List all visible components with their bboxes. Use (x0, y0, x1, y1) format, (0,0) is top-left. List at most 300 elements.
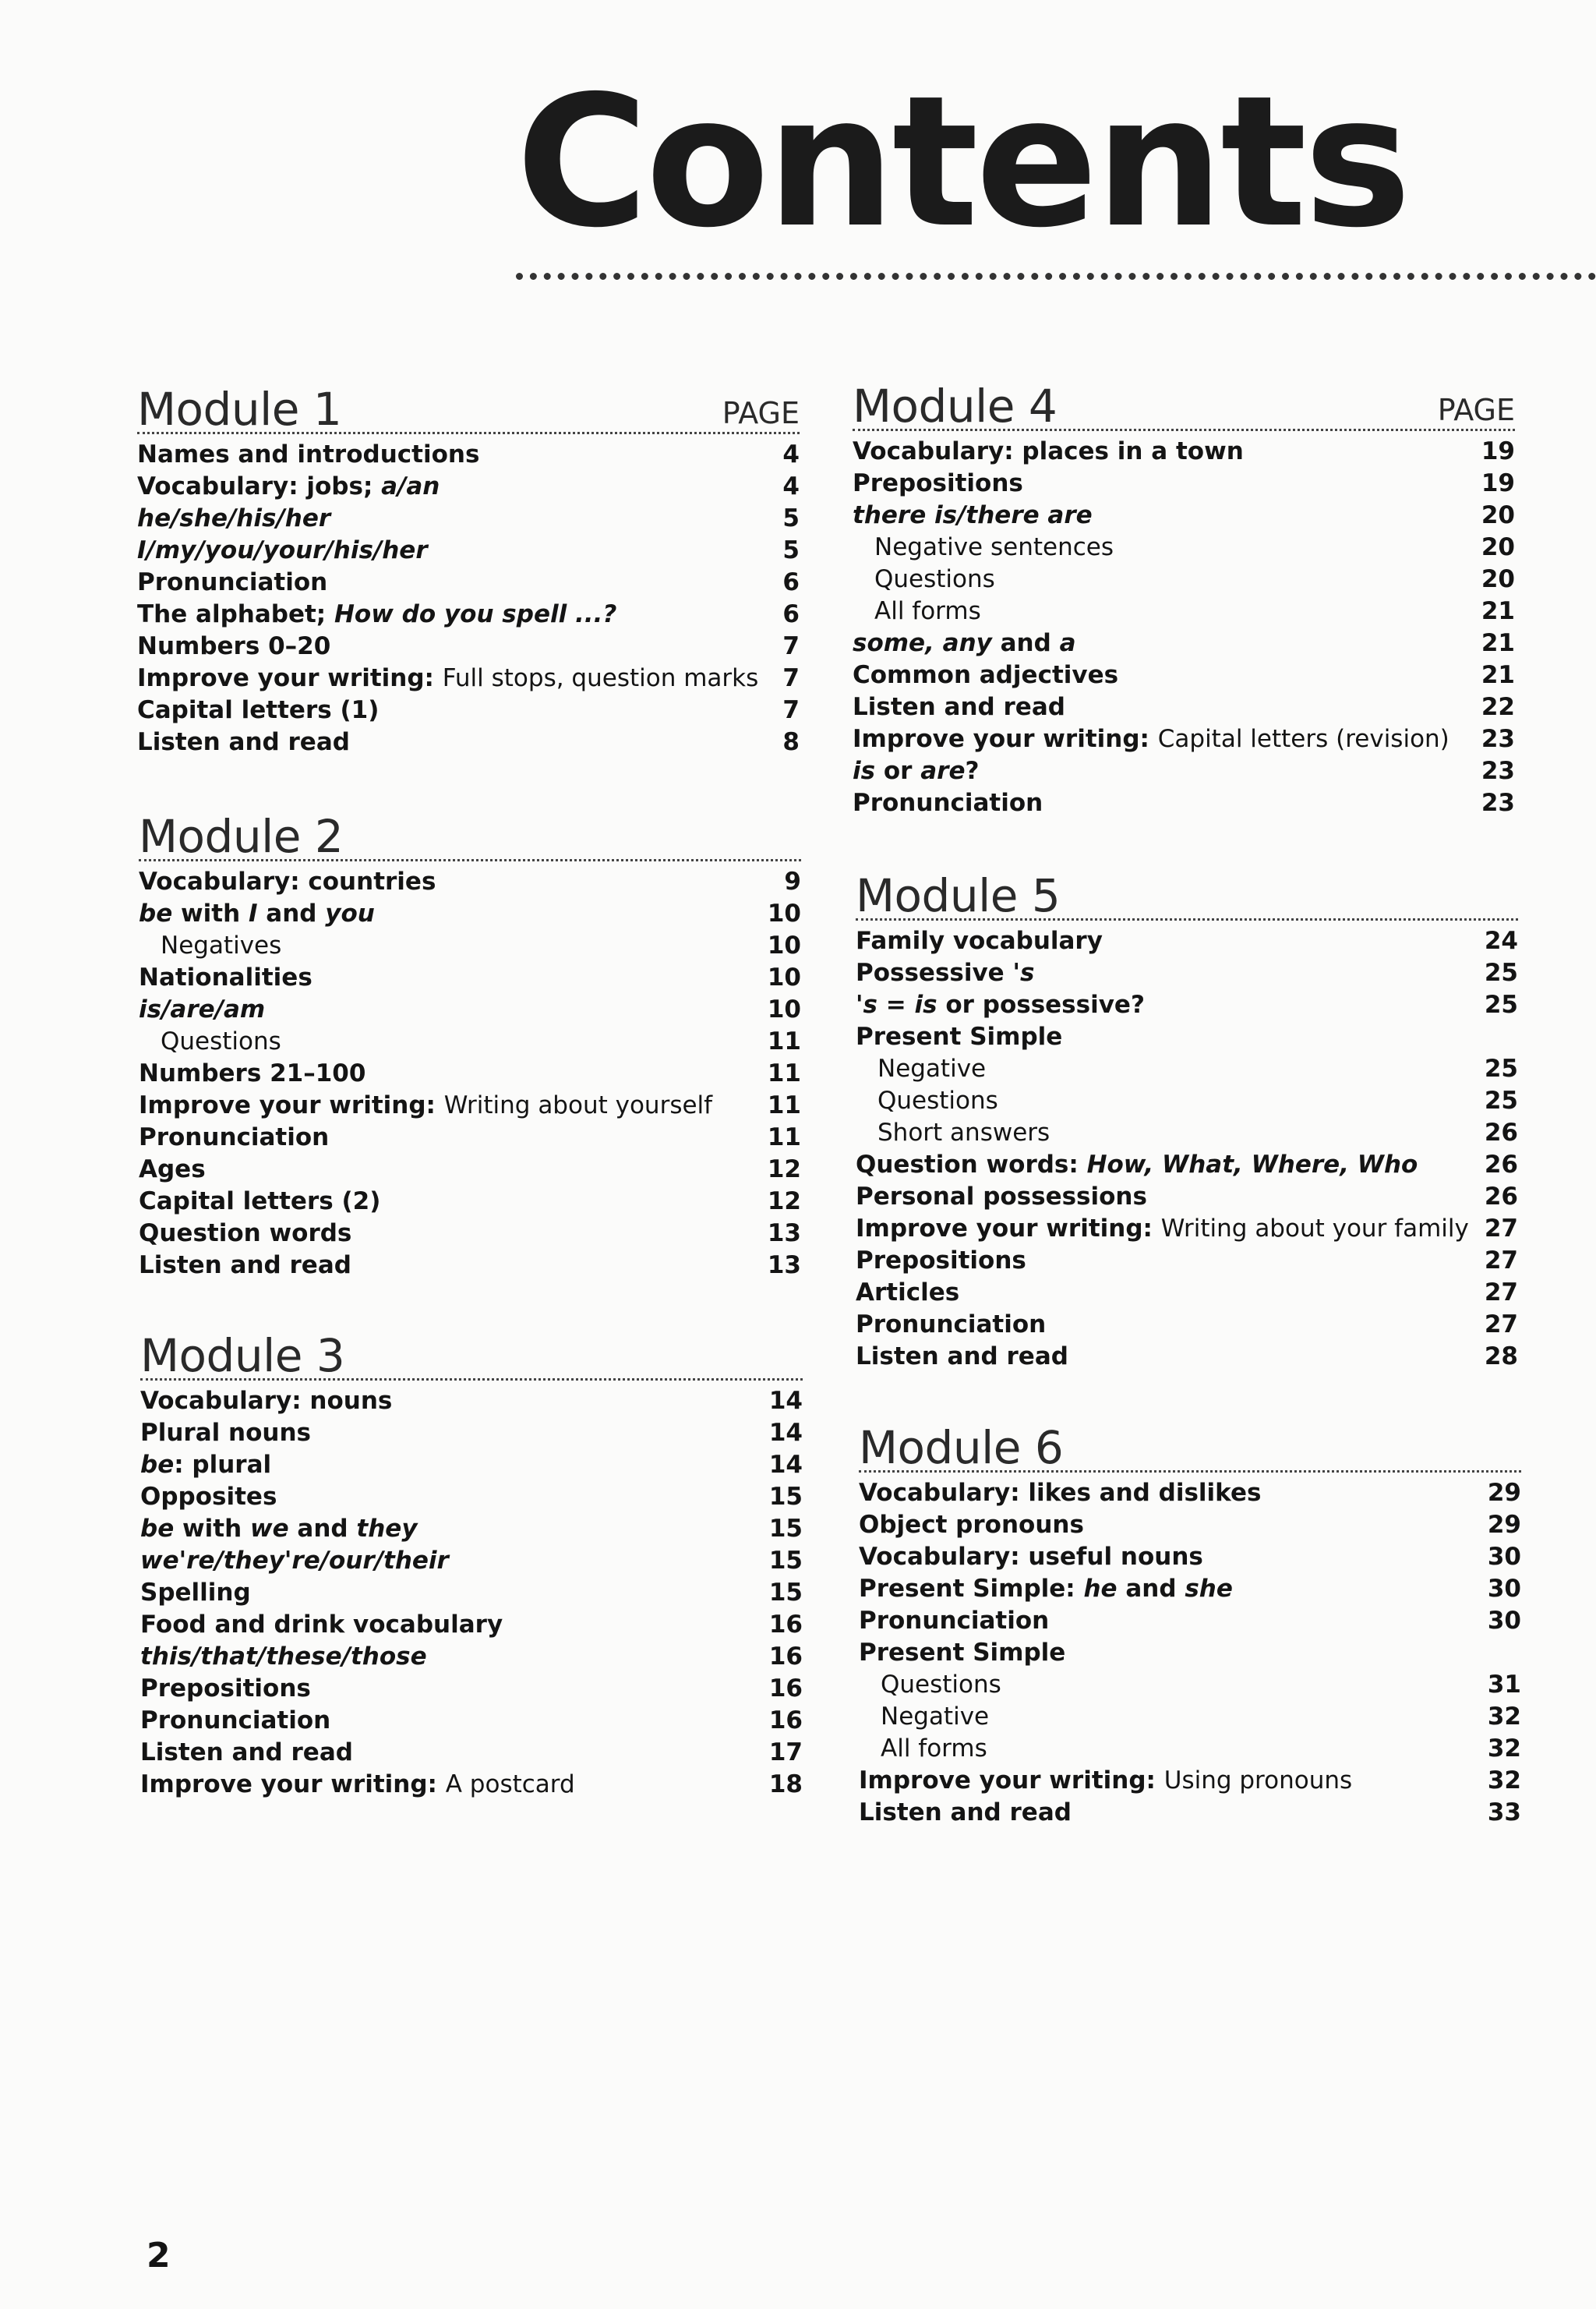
entry-title (856, 925, 1103, 957)
entry-title-part: Question words (139, 1219, 352, 1247)
contents-entry-list (139, 866, 801, 1282)
entry-page-number: 27 (1484, 1278, 1518, 1307)
entry-title-part: Prepositions (140, 1674, 311, 1703)
entry-page-number: 27 (1484, 1310, 1518, 1338)
contents-entry (137, 695, 800, 727)
entry-title-part: How, What, Where, Who (1086, 1151, 1418, 1179)
entry-page-number: 23 (1481, 757, 1515, 785)
entry-title-part: Prepositions (853, 469, 1023, 497)
entry-page-number: 24 (1484, 927, 1518, 955)
entry-title (853, 500, 1093, 532)
contents-entry (856, 1021, 1518, 1053)
entry-title-part: is/are/am (139, 995, 266, 1024)
entry-title (859, 1573, 1233, 1605)
entry-title-part: we (249, 1515, 289, 1543)
entry-title-part: Present Simple (859, 1639, 1066, 1667)
contents-entry (856, 1181, 1518, 1213)
entry-title (856, 1245, 1026, 1277)
contents-entry (856, 925, 1518, 957)
entry-page-number: 11 (767, 1027, 801, 1055)
contents-entry (137, 503, 800, 535)
contents-entry (139, 1186, 801, 1218)
module-heading (139, 801, 801, 861)
entry-page-number: 20 (1481, 533, 1515, 561)
module-heading (859, 1413, 1521, 1473)
entry-title-part: we're/they're/our/their (140, 1547, 449, 1575)
entry-title (859, 1669, 1001, 1701)
entry-title (139, 1058, 365, 1090)
contents-entry (139, 1122, 801, 1154)
entry-title-part: or possessive? (937, 991, 1145, 1019)
entry-title-part: and (991, 629, 1060, 657)
entry-page-number: 28 (1484, 1342, 1518, 1370)
entry-page-number: 10 (767, 995, 801, 1024)
entry-title (140, 1641, 427, 1673)
contents-entry (853, 755, 1515, 787)
entry-page-number: 15 (768, 1547, 803, 1575)
entry-page-number: 16 (768, 1642, 803, 1671)
entry-title-part: All forms (881, 1734, 987, 1763)
entry-title-part: with (174, 1515, 250, 1543)
entry-page-number: 13 (767, 1219, 801, 1247)
entry-title-part: Pronunciation (853, 789, 1043, 817)
entry-page-number: 32 (1487, 1703, 1521, 1731)
contents-entry (856, 1117, 1518, 1149)
contents-entry (856, 1341, 1518, 1373)
entry-title-part: and (288, 1515, 357, 1543)
entry-title-part: a (1059, 629, 1076, 657)
entry-title (856, 1149, 1418, 1181)
entry-title-part: Improve your writing: (137, 664, 443, 692)
entry-page-number: 23 (1481, 725, 1515, 753)
entry-title-part: Improve your writing: (139, 1091, 444, 1119)
entry-title-part: Vocabulary: likes and dislikes (859, 1479, 1262, 1507)
entry-page-number: 16 (768, 1611, 803, 1639)
entry-title-part: Names and introductions (137, 440, 480, 469)
contents-entry (137, 471, 800, 503)
entry-title (139, 1186, 380, 1218)
contents-entry (139, 962, 801, 994)
entry-title-part: Common adjectives (853, 661, 1119, 689)
entry-title-part: Questions (874, 565, 995, 593)
entry-page-number: 20 (1481, 565, 1515, 593)
contents-entry (856, 1309, 1518, 1341)
entry-title (856, 1181, 1147, 1213)
entry-title-part: Family vocabulary (856, 927, 1103, 955)
entry-title-part: be (140, 1515, 175, 1543)
entry-title (137, 535, 428, 567)
entry-page-number: 13 (767, 1251, 801, 1279)
entry-title-part: or (875, 757, 921, 785)
entry-title-part: Vocabulary: places in a town (853, 437, 1244, 465)
entry-title-part: they (356, 1515, 418, 1543)
entry-page-number: 14 (768, 1451, 803, 1479)
entry-page-number: 33 (1487, 1798, 1521, 1826)
entry-title-part: I (248, 900, 258, 928)
page-title: Contents (516, 57, 1409, 267)
entry-title-part: Listen and read (139, 1251, 351, 1279)
contents-entry (853, 564, 1515, 596)
entry-title-part: with (172, 900, 249, 928)
entry-title (856, 957, 1034, 989)
contents-entry (856, 1053, 1518, 1085)
entry-title (137, 599, 616, 631)
entry-title (140, 1769, 575, 1801)
contents-entry (856, 1245, 1518, 1277)
contents-entry (140, 1385, 803, 1417)
contents-entry (853, 659, 1515, 691)
entry-page-number: 15 (768, 1483, 803, 1511)
contents-entry (140, 1769, 803, 1801)
entry-page-number: 7 (782, 696, 800, 724)
module-5-section (856, 861, 1518, 1373)
entry-page-number: 11 (767, 1123, 801, 1151)
entry-title-part: are (920, 757, 966, 785)
entry-title-part: he (1083, 1575, 1118, 1603)
entry-title (140, 1481, 277, 1513)
entry-title (137, 663, 758, 695)
contents-entry (853, 691, 1515, 723)
entry-title (140, 1609, 503, 1641)
entry-title-part: a/an (381, 472, 440, 500)
contents-entry (859, 1509, 1521, 1541)
entry-title-part: Pronunciation (139, 1123, 330, 1151)
entry-title-part: Improve your writing: (853, 725, 1158, 753)
entry-page-number: 15 (768, 1515, 803, 1543)
entry-page-number: 30 (1487, 1607, 1521, 1635)
entry-page-number: 4 (782, 440, 800, 469)
entry-title-part: All forms (874, 597, 981, 625)
contents-entry (139, 866, 801, 898)
entry-page-number: 5 (782, 536, 800, 564)
entry-title (140, 1417, 311, 1449)
contents-entry (140, 1513, 803, 1545)
module-title: Module 5 (856, 869, 1061, 922)
contents-entry-list (853, 436, 1515, 819)
entry-title-part: Personal possessions (856, 1183, 1147, 1211)
entry-page-number: 7 (782, 664, 800, 692)
entry-title (140, 1513, 418, 1545)
contents-entry (139, 930, 801, 962)
entry-page-number: 21 (1481, 661, 1515, 689)
entry-title (856, 1309, 1046, 1341)
entry-title-part: Capital letters (revision) (1157, 725, 1449, 753)
entry-title-part: he/she/his/her (137, 504, 331, 532)
entry-page-number: 31 (1487, 1671, 1521, 1699)
contents-entry (859, 1797, 1521, 1829)
contents-entry (140, 1545, 803, 1577)
entry-title-part: Question words: (856, 1151, 1087, 1179)
contents-entry (140, 1577, 803, 1609)
entry-title-part: Listen and read (137, 728, 350, 756)
entry-page-number: 4 (782, 472, 800, 500)
entry-title-part: 's = is (856, 991, 937, 1019)
module-heading (856, 861, 1518, 921)
entry-title-part: this/that/these/those (140, 1642, 427, 1671)
entry-title-part: : plural (174, 1451, 272, 1479)
module-heading (137, 374, 800, 434)
entry-page-number: 26 (1484, 1183, 1518, 1211)
module-title: Module 6 (859, 1421, 1064, 1474)
entry-title-part: Pronunciation (856, 1310, 1047, 1338)
entry-title (853, 723, 1449, 755)
entry-title-part: Listen and read (140, 1738, 353, 1766)
entry-title-part: Short answers (877, 1119, 1050, 1147)
entry-title (859, 1765, 1352, 1797)
entry-title (137, 471, 440, 503)
module-title: Module 2 (139, 810, 344, 863)
entry-page-number: 21 (1481, 597, 1515, 625)
entry-title (856, 1117, 1050, 1149)
contents-entry (139, 1058, 801, 1090)
entry-page-number: 20 (1481, 501, 1515, 529)
contents-entry (137, 727, 800, 758)
contents-entry (859, 1701, 1521, 1733)
entry-page-number: 11 (767, 1091, 801, 1119)
entry-title (139, 962, 312, 994)
entry-title-part: she (1185, 1575, 1233, 1603)
entry-title-part: Writing about your family (1160, 1215, 1469, 1243)
contents-entry (139, 1218, 801, 1250)
contents-entry (859, 1765, 1521, 1797)
entry-title (140, 1737, 353, 1769)
entry-title (853, 755, 979, 787)
entry-page-number: 9 (784, 868, 801, 896)
page-column-label: PAGE (1437, 393, 1515, 427)
entry-title-part: Plural nouns (140, 1419, 311, 1447)
entry-title-part: Negative (877, 1055, 987, 1083)
entry-title-part: and (1117, 1575, 1185, 1603)
entry-title (139, 1154, 206, 1186)
entry-title (853, 468, 1023, 500)
entry-page-number: 23 (1481, 789, 1515, 817)
entry-title (856, 989, 1145, 1021)
entry-title-part: Full stops, question marks (442, 664, 759, 692)
entry-title-part: How do you spell ...? (334, 600, 617, 628)
entry-title-part: Listen and read (859, 1798, 1072, 1826)
entry-page-number: 7 (782, 632, 800, 660)
contents-entry (859, 1573, 1521, 1605)
entry-title-part: Pronunciation (137, 568, 328, 596)
entry-title-part: Negative (881, 1703, 990, 1731)
entry-title-part: Writing about yourself (443, 1091, 713, 1119)
entry-title (140, 1673, 311, 1705)
entry-page-number: 5 (782, 504, 800, 532)
entry-title-part: be (139, 900, 173, 928)
contents-entry (140, 1449, 803, 1481)
entry-title (859, 1541, 1203, 1573)
module-4-section (853, 371, 1515, 819)
entry-page-number: 19 (1481, 469, 1515, 497)
entry-title (856, 1053, 986, 1085)
contents-entry (139, 898, 801, 930)
contents-entry (859, 1477, 1521, 1509)
entry-title-part: Vocabulary: countries (139, 868, 436, 896)
entry-title (859, 1797, 1072, 1829)
contents-entry (139, 1026, 801, 1058)
entry-title-part: Object pronouns (859, 1511, 1084, 1539)
entry-page-number: 8 (782, 728, 800, 756)
entry-title-part: Numbers 21–100 (139, 1059, 366, 1087)
entry-title (856, 1341, 1068, 1373)
entry-title (856, 1021, 1062, 1053)
contents-entry (139, 1154, 801, 1186)
entry-title-part: Improve your writing: (859, 1766, 1164, 1795)
entry-page-number: 30 (1487, 1543, 1521, 1571)
entry-title (859, 1637, 1065, 1669)
entry-title (139, 1026, 281, 1058)
contents-entry (853, 628, 1515, 659)
entry-page-number: 11 (767, 1059, 801, 1087)
entry-page-number: 10 (767, 900, 801, 928)
entry-title (853, 436, 1244, 468)
contents-entry (856, 989, 1518, 1021)
entry-title (137, 503, 330, 535)
entry-page-number: 16 (768, 1674, 803, 1703)
contents-entry (140, 1609, 803, 1641)
entry-title (853, 787, 1043, 819)
module-title: Module 4 (853, 380, 1058, 433)
entry-page-number: 6 (782, 568, 800, 596)
entry-title (859, 1605, 1049, 1637)
page-column-label: PAGE (722, 396, 800, 430)
entry-page-number: 14 (768, 1419, 803, 1447)
entry-title (137, 439, 479, 471)
entry-page-number: 19 (1481, 437, 1515, 465)
entry-page-number: 27 (1484, 1246, 1518, 1275)
module-6-section (859, 1413, 1521, 1829)
entry-title (853, 564, 995, 596)
entry-page-number: 29 (1487, 1479, 1521, 1507)
entry-title-part: Improve your writing: (856, 1215, 1161, 1243)
entry-title (856, 1213, 1469, 1245)
entry-title-part: Using pronouns (1163, 1766, 1353, 1795)
entry-title (139, 1122, 329, 1154)
contents-entry (853, 532, 1515, 564)
contents-entry (859, 1541, 1521, 1573)
module-title: Module 3 (140, 1329, 345, 1382)
entry-title-part: Prepositions (856, 1246, 1026, 1275)
entry-title-part: Numbers 0–20 (137, 632, 331, 660)
title-dotted-rule (516, 273, 1596, 280)
module-2-section (139, 801, 801, 1282)
contents-entry (137, 631, 800, 663)
contents-entry (137, 567, 800, 599)
entry-title (139, 994, 265, 1026)
entry-title-part: Vocabulary: jobs; (137, 472, 382, 500)
contents-entry (140, 1417, 803, 1449)
entry-title (139, 898, 375, 930)
entry-title (853, 691, 1065, 723)
contents-entry-list (140, 1385, 803, 1801)
entry-page-number: 25 (1484, 991, 1518, 1019)
contents-entry (853, 436, 1515, 468)
entry-title (139, 930, 281, 962)
entry-title-part: Negatives (161, 932, 282, 960)
entry-title (853, 532, 1114, 564)
entry-title-part: Improve your writing: (140, 1770, 446, 1798)
entry-title (140, 1545, 449, 1577)
entry-title (139, 1250, 351, 1282)
entry-page-number: 26 (1484, 1119, 1518, 1147)
entry-page-number: 16 (768, 1706, 803, 1734)
entry-title-part: be (140, 1451, 175, 1479)
entry-title (140, 1577, 251, 1609)
contents-entry (856, 1149, 1518, 1181)
entry-title (137, 695, 379, 727)
entry-title (853, 659, 1118, 691)
entry-title-part: A postcard (445, 1770, 575, 1798)
contents-entry (859, 1605, 1521, 1637)
entry-title-part: Articles (856, 1278, 960, 1307)
entry-page-number: 26 (1484, 1151, 1518, 1179)
entry-page-number: 10 (767, 964, 801, 992)
contents-entry (856, 1213, 1518, 1245)
contents-entry (856, 957, 1518, 989)
contents-entry (139, 1090, 801, 1122)
contents-entry (137, 663, 800, 695)
entry-title (137, 567, 327, 599)
entry-page-number: 17 (768, 1738, 803, 1766)
entry-title (139, 1090, 712, 1122)
entry-title-part: Listen and read (856, 1342, 1068, 1370)
entry-page-number: 32 (1487, 1766, 1521, 1795)
entry-title-part: is (853, 757, 876, 785)
contents-entry (853, 468, 1515, 500)
entry-title (139, 866, 436, 898)
entry-title-part: Vocabulary: useful nouns (859, 1543, 1203, 1571)
contents-entry-list (856, 925, 1518, 1373)
contents-entry (856, 1085, 1518, 1117)
entry-page-number: 30 (1487, 1575, 1521, 1603)
entry-title-part: Negative sentences (874, 533, 1114, 561)
contents-entry (140, 1481, 803, 1513)
entry-title-part: Questions (161, 1027, 281, 1055)
entry-page-number: 21 (1481, 629, 1515, 657)
entry-title-part: Food and drink vocabulary (140, 1611, 503, 1639)
entry-page-number: 25 (1484, 1055, 1518, 1083)
module-heading (853, 371, 1515, 431)
contents-entry (859, 1637, 1521, 1669)
contents-entry (859, 1733, 1521, 1765)
entry-title (140, 1449, 271, 1481)
entry-title (140, 1385, 392, 1417)
entry-page-number: 15 (768, 1579, 803, 1607)
entry-title (853, 628, 1076, 659)
entry-title (137, 631, 330, 663)
contents-entry (137, 439, 800, 471)
entry-title (859, 1509, 1084, 1541)
entry-page-number: 10 (767, 932, 801, 960)
entry-page-number: 25 (1484, 959, 1518, 987)
entry-title-part: Capital letters (1) (137, 696, 380, 724)
contents-entry (137, 535, 800, 567)
contents-entry (137, 599, 800, 631)
entry-page-number: 6 (782, 600, 800, 628)
module-title: Module 1 (137, 383, 342, 436)
entry-title-part: ? (965, 757, 980, 785)
entry-title (137, 727, 350, 758)
entry-title-part: Nationalities (139, 964, 312, 992)
entry-title-part: Capital letters (2) (139, 1187, 381, 1215)
entry-title (856, 1085, 998, 1117)
module-3-section (140, 1321, 803, 1801)
entry-title-part: Ages (139, 1155, 206, 1183)
entry-title-part: I/my/you/your/his/her (137, 536, 428, 564)
contents-entry (853, 500, 1515, 532)
page-number: 2 (147, 2236, 171, 2275)
entry-title (140, 1705, 330, 1737)
